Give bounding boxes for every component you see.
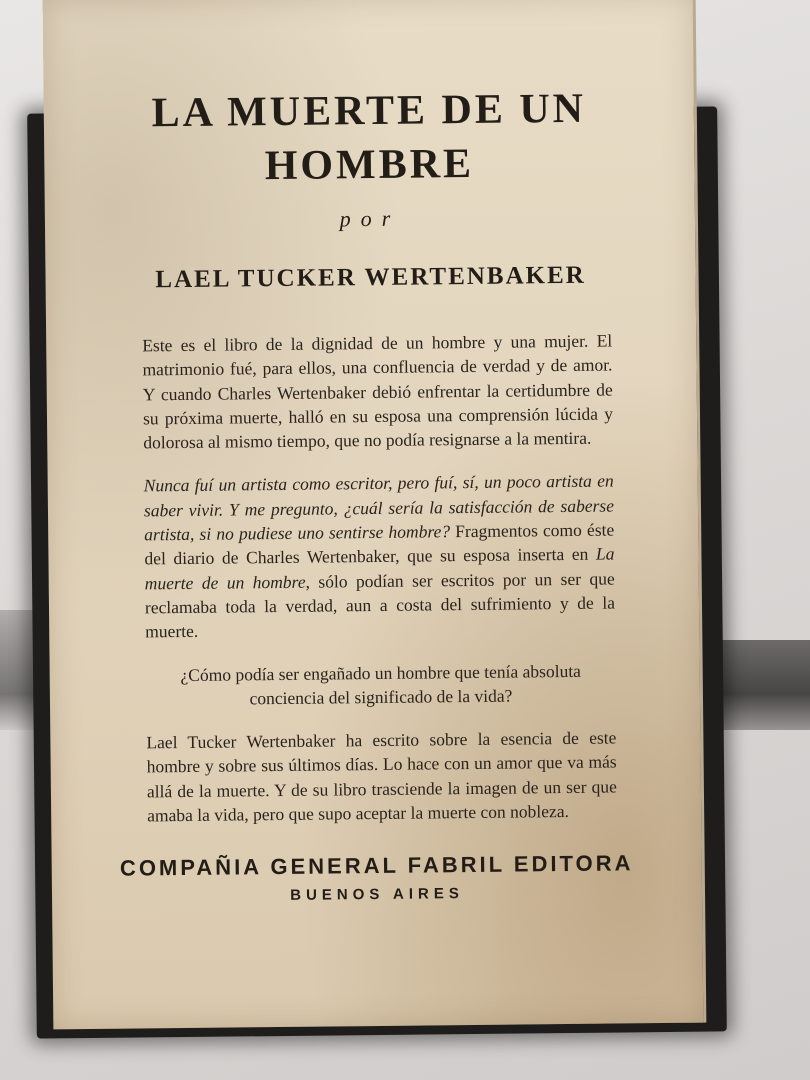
quote-text-2: , sólo podían ser escritos por un ser que reclamaba toda la verdad, aun a costa del sufrimiento y de la muerte. [144,568,616,642]
publisher-name: COMPAÑIA GENERAL FABRIL EDITORA [119,850,634,881]
book-back-cover [43,0,707,1029]
blurb-paragraph-2 [144,469,616,644]
blurb-text [142,329,617,847]
blurb-paragraph-1: Este es el libro de la dignidad de un hombre y una mujer. El matrimonio fué, para ellos, una confluencia de verdad y de amor. Y cuando Charles Wertenbaker debió enfrentar la certidumbre de su próxima muerte, halló en su esposa una comprensión lúcida y dolorosa al mismo tiempo, que no podía resignarse a la mentira. [142,330,614,453]
author-name: LAEL TUCKER WERTENBAKER [155,261,586,294]
title-line-2: HOMBRE [264,140,475,190]
blurb-paragraph-4: Lael Tucker Wertenbaker ha escrito sobre la esencia de este hombre y sobre sus últimos días. Lo hace con un amor que va más allá de la muerte. Y de su libro trasciende la imagen de un ser que amaba la vida, pero que supo aceptar la muerte con nobleza. [146,727,618,826]
diary-quote: Nunca fuí un artista como escritor, pero fuí, sí, un poco artista en saber vivir. Y me pregunto, ¿cuál sería la satisfacción de saberse artista, si no pudiese uno sentirse hombre? [143,470,615,545]
book-title [44,81,695,196]
blurb-paragraph-3: ¿Cómo podía ser engañado un hombre que tenía absoluta conciencia del significado de la vida? [180,660,582,709]
quote-text-1: Fragmentos como éste del diario de Charles Wertenbaker, que su esposa inserta en [144,519,615,569]
by-label: por [339,205,401,232]
publisher-city: BUENOS AIRES [290,885,464,904]
title-line-1: LA MUERTE DE UN [151,85,587,137]
quote-book-title: La muerte de un hombre [144,543,615,594]
